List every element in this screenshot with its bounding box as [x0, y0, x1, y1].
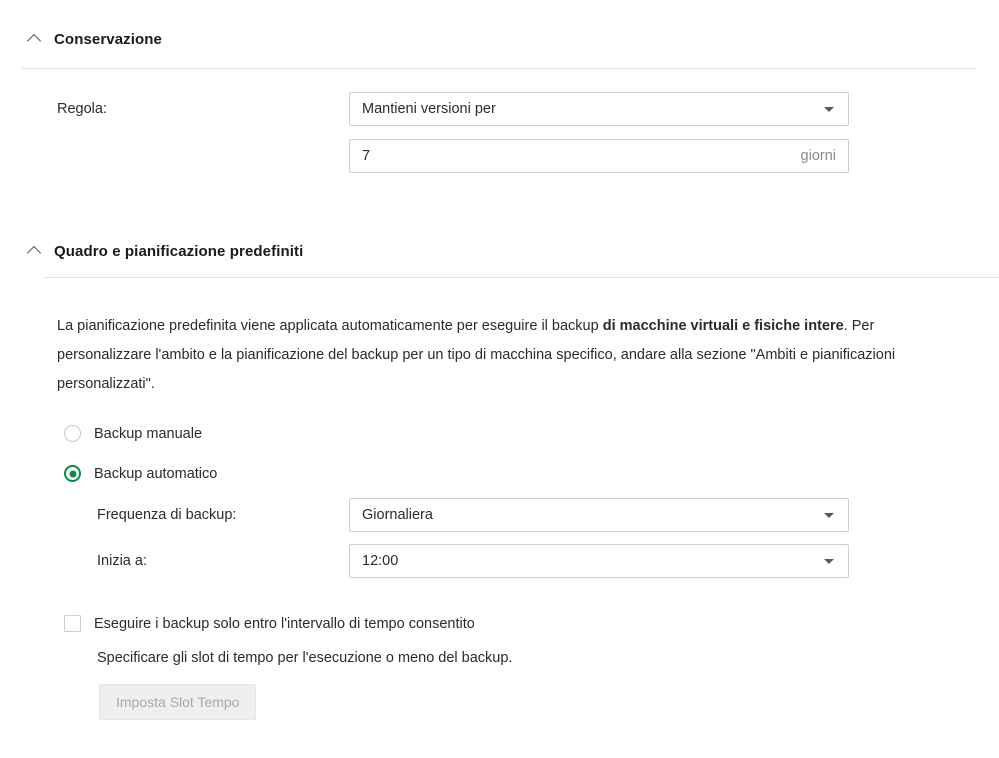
description-part-1: La pianificazione predefinita viene applicata automaticamente per eseguire il backup	[57, 318, 603, 334]
set-time-slot-button-label: Imposta Slot Tempo	[116, 694, 240, 710]
start-time-label: Inizia a:	[97, 553, 147, 569]
retention-versions-value: 7	[362, 148, 371, 164]
divider-default-schedule	[44, 277, 999, 278]
chevron-down-icon[interactable]	[824, 513, 834, 518]
set-time-slot-button[interactable]	[99, 684, 256, 720]
radio-label-automatic: Backup automatico	[94, 465, 218, 482]
radio-indicator-automatic[interactable]	[64, 465, 81, 482]
divider-retention	[22, 68, 977, 69]
radio-label-manual: Backup manuale	[94, 425, 203, 442]
backup-frequency-select[interactable]	[349, 498, 849, 532]
radio-backup-automatico[interactable]	[64, 465, 217, 482]
frequency-label: Frequenza di backup:	[97, 507, 237, 523]
chevron-up-icon[interactable]	[28, 32, 42, 46]
radio-indicator-manual[interactable]	[64, 425, 81, 442]
section-header-retention[interactable]	[0, 22, 162, 56]
rule-label: Regola:	[57, 101, 107, 117]
retention-rule-select-value: Mantieni versioni per	[362, 101, 496, 117]
section-title-retention: Conservazione	[54, 30, 162, 48]
time-window-checkbox-label: Eseguire i backup solo entro l'intervallo di tempo consentito	[94, 615, 475, 632]
backup-frequency-value: Giornaliera	[362, 507, 433, 523]
section-header-default-schedule[interactable]	[0, 234, 303, 268]
time-window-checkbox-row[interactable]	[64, 615, 475, 632]
description-emphasis: di macchine virtuali e fisiche intere	[602, 318, 844, 334]
chevron-down-icon[interactable]	[824, 107, 834, 112]
description-part-2: . Per personalizzare l'ambito e la pianificazione del backup per un tipo di macchina specifico, andare alla sezione "Ambiti e pianificazioni personalizzati".	[57, 318, 896, 392]
retention-versions-suffix: giorni	[800, 148, 836, 164]
radio-backup-manuale[interactable]	[64, 425, 202, 442]
start-time-select[interactable]	[349, 544, 849, 578]
start-time-value: 12:00	[362, 553, 399, 569]
retention-versions-input[interactable]	[349, 139, 849, 173]
time-window-hint: Specificare gli slot di tempo per l'esecuzione o meno del backup.	[97, 650, 513, 666]
chevron-up-icon[interactable]	[28, 244, 42, 258]
default-schedule-description	[57, 312, 937, 399]
time-window-checkbox[interactable]	[64, 615, 81, 632]
section-title-default-schedule: Quadro e pianificazione predefiniti	[54, 242, 304, 260]
chevron-down-icon[interactable]	[824, 559, 834, 564]
retention-rule-select[interactable]	[349, 92, 849, 126]
